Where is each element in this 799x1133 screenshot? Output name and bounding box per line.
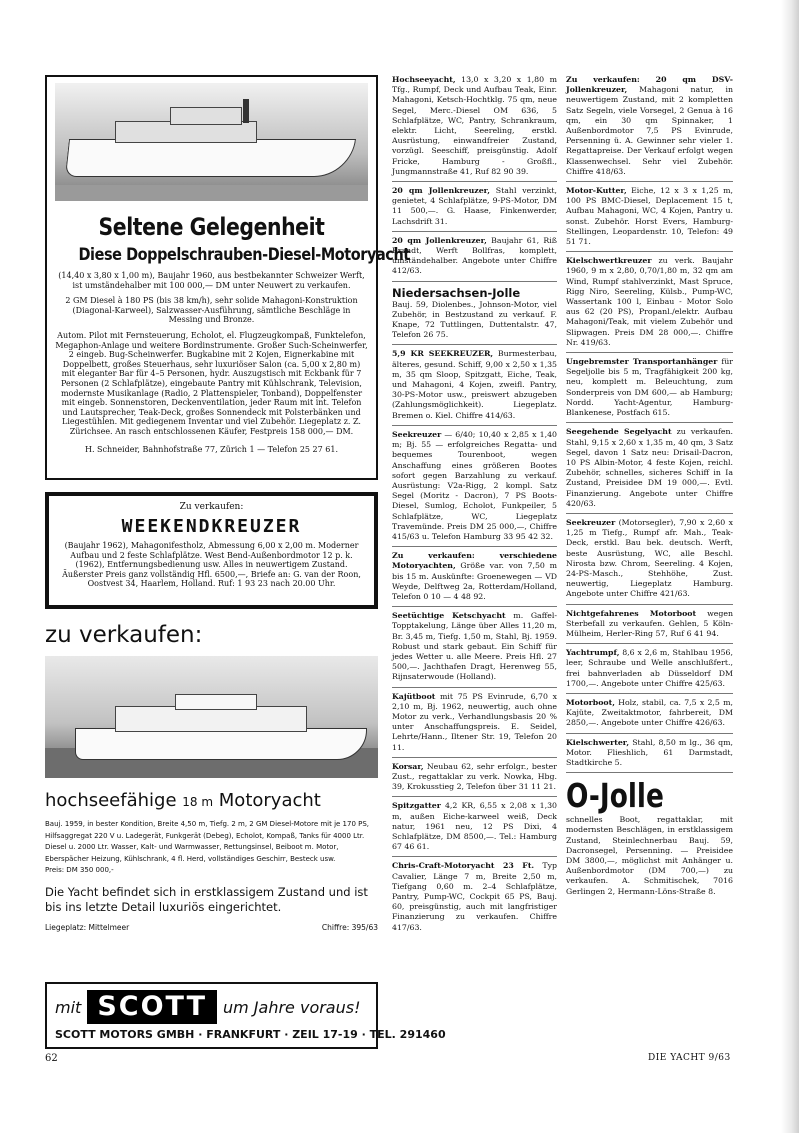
ad-weekendkreuzer bbox=[45, 492, 378, 609]
classified-ad-ojolle bbox=[566, 773, 733, 901]
scott-tagline: um Jahre voraus! bbox=[222, 997, 361, 1017]
classified-ad: Zu verkaufen: 20 qm DSV-Jollenkreuzer, Mahagoni natur, in neuwertigem Zustand, mit 2 kompletten Satz Segeln, viele Vorsegel, 2 Genua à 16 qm, ein 30 qm Spinnaker, 1 Außenbordmotor 7,5 PS Evinrude, Persenning ü. A. Gewinner sehr vieler 1. Regattapreise. Der Verkauf erfolgt wegen Klassenwechsel. Sehr viel Zubehör. Chiffre 418/63. bbox=[566, 75, 733, 182]
classified-ad: Kielschwertkreuzer zu verk. Baujahr 1960, 9 m x 2,80, 0,70/1,80 m, 32 qm am Wind, Rumpf stahlverzinkt, Mast Spruce, Rigg Niro, Seereling, Külsb., Pump-WC, Wassertank 100 l, Einbau - Motor Solo aus 62 (20 PS), Propanl./elektr. Aufbau Mahagoni/Teak, mit vielem Zubehör und Slipwagen. Preis DM 28 000,—. Chiffre Nr. 419/63. bbox=[566, 252, 733, 353]
photo-figure bbox=[243, 99, 249, 123]
subheadline: Diese Doppelschrauben-Diesel-Motoryacht bbox=[78, 245, 410, 265]
zu-verkaufen-heading: zu verkaufen: bbox=[45, 622, 203, 648]
classified-ad: Motor-Kutter, Eiche, 12 x 3 x 1,25 m, 100 PS BMC-Diesel, Deplacement 15 t, Aufbau Mahagoni, WC, 4 Kojen, Pantry u. sonst. Zubehör. Horst Evers, Hamburg-Stellingen, Leopardenstr. 10, Telefon: 49 51 71. bbox=[566, 182, 733, 252]
scott-row bbox=[55, 990, 368, 1024]
ad-intro: Zu verkaufen: bbox=[179, 502, 244, 512]
ad-body: (Baujahr 1962), Mahagonifestholz, Abmessung 6,00 x 2,00 m. Moderner Aufbau und 2 feste Schlafplätze. West Bend-Außenbordmotor 12 p. k. (1962), Entfernungsbedienung usw. Alles in neuwertigem Zustand. Äußerster Preis ganz vollständig Hfl. 6500,—, Briefe an: G. van der Roon, Oostvest 34, Haarlem, Holland. Ruf: 1 93 23 nach 20.00 Uhr. bbox=[62, 541, 361, 589]
classified-ad: Seekreuzer (Motorsegler), 7,90 x 2,60 x 1,25 m Tiefg., Rumpf afr. Mah., Teak-Deck, erstkl. Bau bek. deutsch. Werft, beste Ausrüstung, WC, alle Beschl. Nirosta bzw. Chrom, Seereling. 4 Kojen, 24-PS-Masch., Stehhöhe, Zust. neuwertig, Liegeplatz Hamburg. Angebote unter Chiffre 421/63. bbox=[566, 514, 733, 605]
liegeplatz: Liegeplatz: Mittelmeer bbox=[45, 922, 130, 932]
classified-ad: Chris-Craft-Motoryacht 23 Ft. Typ Cavalier, Länge 7 m, Breite 2,50 m, Tiefgang 0,60 m. 2–4 Schlafplätze, Pantry, Pump-WC, Cockpit 65 PS, Bauj. 60, preisgünstig, auch mit langfristiger Finanzierung zu verkaufen. Chiffre 417/63. bbox=[392, 861, 557, 932]
classified-ad: Seegehende Segelyacht zu verkaufen. Stahl, 9,15 x 2,60 x 1,35 m, 40 qm, 3 Satz Segel, davon 1 Satz neu: Drisail-Dacron, 10 PS Albin-Motor, 4 feste Kojen, reichl. Zubehör, schnelles, sicheres Schiff in Ia Zustand, Preisidee DM 19 000,—. Evtl. Finanzierung. Angebote unter Chiffre 420/63. bbox=[566, 423, 733, 514]
ad-title: WEEKENDKREUZER bbox=[121, 516, 302, 537]
photo-flybridge bbox=[175, 694, 257, 710]
classified-ad: Spitzgatter 4,2 KR, 6,55 x 2,08 x 1,30 m, außen Eiche-karweel weiß, Deck natur, 1961 neu, 12 PS Dixi, 4 Schlafplätze, DM 8500,—. Tel.: Hamburg 67 46 61. bbox=[392, 797, 557, 857]
classified-ad: Nichtgefahrenes Motorboot wegen Sterbefall zu verkaufen. Gehlen, 5 Köln-Mülheim, Herler-Ring 57, Ruf 6 41 94. bbox=[566, 605, 733, 645]
classified-ad: Niedersachsen-Jolle Bauj. 59, Diolenbes., Johnson-Motor, viel Zubehör, in Bestzustand zu verkauf. F. Knape, 72 Tuttlingen, Duttentalstr. 47, Telefon 26 75. bbox=[392, 282, 557, 346]
photo-hull bbox=[65, 139, 356, 177]
ad-paragraph-2: 2 GM Diesel à 180 PS (bis 38 km/h), sehr solide Mahagoni-Konstruktion (Diagonal-Karweel), Salzwasser-Ausführung, sämtliche Beschläge in Messing und Bronze. bbox=[65, 296, 358, 325]
scott-address: SCOTT MOTORS GMBH · FRANKFURT · ZEIL 17-19 · TEL. 291460 bbox=[55, 1028, 446, 1041]
yacht-footer-line bbox=[45, 923, 378, 932]
photo-motoryacht bbox=[55, 83, 368, 201]
yacht-title-a: hochseefähige bbox=[45, 790, 177, 811]
yacht-title-b: 18 m bbox=[182, 795, 214, 809]
ad-hochseefaehige-motoryacht bbox=[45, 622, 378, 932]
classified-ad: Seekreuzer — 6/40; 10,40 x 2,85 x 1,40 m; Bj. 55 — erfolgreiches Regatta- und bequemes Tourenboot, wegen Anschaffung eines größeren Bootes sofort gegen Barzahlung zu verkauf. Ausrüstung: V2a-Rigg, 2 kompl. Satz Segel (Moritz - Dacron), 7 PS Boots-Diesel, Sumlog, Echolot, Funkpeiler, 5 Schlafplätze, WC, Liegeplatz Travemünde. Preis DM 25 000,—, Chiffre 415/63 u. Telefon Hamburg 33 95 42 32. bbox=[392, 426, 557, 547]
photo-water bbox=[55, 185, 368, 201]
photo-wheelhouse bbox=[170, 107, 242, 125]
yacht-price: Preis: DM 350 000,- bbox=[45, 866, 114, 874]
ad-contact: H. Schneider, Bahnhofstraße 77, Zürich 1 — Telefon 25 27 61. bbox=[84, 444, 339, 454]
classified-ad: Zu verkaufen: verschiedene Motoryachten, Größe var. von 7,50 m bis 15 m. Auskünfte: Groenewegen — VD Weyde, Delftweg 2a, Rotterdam/Holland, Telefon 0 10 — 4 48 92. bbox=[392, 547, 557, 607]
yacht-statement: Die Yacht befindet sich in erstklassigem Zustand und ist bis ins letzte Detail luxuriös eingerichtet. bbox=[45, 884, 368, 914]
classified-ad: 20 qm Jollenkreuzer, Stahl verzinkt, genietet, 4 Schlafplätze, 9-PS-Motor, DM 11 500,—. G. Haase, Finkenwerder, Lachsdrift 31. bbox=[392, 182, 557, 232]
yacht-title bbox=[45, 790, 378, 811]
ojolle-text: schnelles Boot, regattaklar, mit modernsten Beschlägen, in erstklassigem Zustand, Steinlechnerbau Bauj. 59, Dacronsegel, Persenning. — Preisidee DM 3800,—, möglichst mit Anhänger u. Außenbordmotor (DM 700,—) zu verkaufen. A. Schmitischek, 7016 Gerlingen 2, Hermann-Löns-Straße 8. bbox=[566, 815, 733, 896]
page-edge-shadow bbox=[781, 0, 799, 1133]
ojolle-title: O-Jolle bbox=[566, 776, 664, 816]
ad-paragraph-3: Autom. Pilot mit Fernsteuerung, Echolot, el. Flugzeugkompaß, Funktelefon, Megaphon-Anlage und weitere Bordinstrumente. Großer Such-Scheinwerfer, 2 eingeb. Bug-Scheinwerfer. Bugkabine mit 2 Kojen, Eignerkabine mit Doppelbett, großes Steuerhaus, sehr luxuriöser Salon (ca. 5,00 x 2,80 m) mit eleganter Bar für 4–5 Personen, hydr. Auszugstisch mit Eckbank für 7 Personen (2 Schlafplätze), eingebaute Pantry mit Kühlschrank, Television, modernste Musikanlage (Radio, 2 Plattenspieler, Tonband), Doppelfenster mit eingeb. Sonnenstoren, Deckenventilation, jeder Raum mit int. Telefon und Lautsprecher, Teak-Deck, großes Sonnendeck mit Polsterbänken und Liegestühlen. Mit gediegenem Inventar und viel Zubehör. Liegeplatz z. Z. Zürichsee. An rasch entschlossenen Käufer, Festpreis 158 000,— DM. bbox=[55, 330, 368, 436]
classifieds-column-3 bbox=[566, 75, 733, 901]
classified-ad: Kielschwerter, Stahl, 8,50 m lg., 36 qm, Motor. Flieshlich, 61 Darmstadt, Stadtkirche 5. bbox=[566, 734, 733, 774]
classified-ad: Yachtrumpf, 8,6 x 2,6 m, Stahlbau 1956, leer, Schraube und Welle anschlußfert., frei bahnverladen ab Düsseldorf DM 1700,—. Angebote unter Chiffre 425/63. bbox=[566, 644, 733, 694]
classified-ad: 20 qm Jollenkreuzer, Baujahr 61, Riß Brandt, Werft Bollfras, komplett, umständehalber. Angebote unter Chiffre 412/63. bbox=[392, 232, 557, 282]
ad-scott-motors bbox=[45, 982, 446, 1049]
page-number: 62 bbox=[45, 1053, 58, 1064]
classified-ad: Seetüchtige Ketschyacht m. Gaffel-Topptakelung, Länge über Alles 11,20 m, Br. 3,45 m, Tiefg. 1,50 m, Stahl, Bj. 1959. Robust und stark gebaut. Ein Schiff für jedes Wetter u. alle Meere. Preis Hfl. 27 500,—. Jachthafen Dragt, Herenweg 55, Rijnsaterwoude (Holland). bbox=[392, 607, 557, 687]
classified-ad: Motorboot, Holz, stabil, ca. 7,5 x 2,5 m, Kajüte, Zweitaktmotor, fahrbereit, DM 2850,—. Angebote unter Chiffre 426/63. bbox=[566, 694, 733, 734]
scott-logo: SCOTT bbox=[87, 990, 217, 1024]
classified-ad: Hochseeyacht, 13,0 x 3,20 x 1,80 m Tfg., Rumpf, Deck und Aufbau Teak, Einr. Mahagoni, Ketsch-Hochtklg. 75 qm, neue Segel, Merc.-Diesel OM 636, 5 Schlafplätze, WC, Pantry, Schrankraum, elektr. Licht, Seereling, erstkl. Ausrüstung, einwandfreier Zustand, vorzügl. Seeschiff, preisgünstig. Adolf Fricke, Hamburg - Großfl., Jungmannstraße 41, Ruf 82 90 39. bbox=[392, 75, 557, 182]
magazine-folio: DIE YACHT 9/63 bbox=[648, 1053, 731, 1063]
photo-hull bbox=[75, 728, 367, 760]
ad-paragraph-1: (14,40 x 3,80 x 1,00 m), Baujahr 1960, aus bestbekannter Schweizer Werft, ist umständehalber mit 100 000,— DM unter Neuwert zu verkaufen. bbox=[58, 271, 365, 290]
classified-ad: Kajütboot mit 75 PS Evinrude, 6,70 x 2,10 m, Bj. 1962, neuwertig, auch ohne Motor zu verk., Verhandlungsbasis 20 % unter Anschaffungspreis. E. Seidel, Lehrte/Hann., Iltener Str. 19, Telefon 20 11. bbox=[392, 688, 557, 758]
classified-ad: Ungebremster Transportanhänger für Segeljolle bis 5 m, Tragfähigkeit 200 kg, neu, komplett m. Beleuchtung, zum Sonderpreis von DM 600,— ab Hamburg; Nordd. Yacht-Agentur, Hamburg-Blankenese, Postfach 615. bbox=[566, 353, 733, 423]
photo-18m-motoryacht bbox=[45, 656, 378, 778]
classified-ad: 5,9 KR SEEKREUZER, Burmesterbau, älteres, gesund. Schiff, 9,00 x 2,50 x 1,35 m, 35 qm Sloop, Spitzgatt, Eiche, Teak, und Mahagoni, 4 Kojen, zweifl. Pantry, 30-PS-Motor usw., preiswert abzugeben (Zahlungsmöglichkeit). Liegeplatz. Bremen o. Kiel. Chiffre 414/63. bbox=[392, 345, 557, 425]
chiffre: Chiffre: 395/63 bbox=[321, 922, 378, 932]
yacht-title-c: Motoryacht bbox=[218, 790, 321, 811]
scott-mit: mit bbox=[55, 997, 82, 1017]
classifieds-column-2 bbox=[392, 75, 557, 937]
yacht-specs: Bauj. 1959, in bester Kondition, Breite 4,50 m, Tiefg. 2 m, 2 GM Diesel-Motore mit je 170 PS, Hilfsaggregat 220 V u. Ladegerät, Funkgerät (Debeg), Echolot, Kompaß, Tanks für 4000 Ltr. Diesel u. 2000 Ltr. Wasser, Kalt- und Warmwasser, Rettungsinsel, Beiboot m. Motor, Eberspächer Heizung, Kühlschrank, 4 fl. Herd, vollständiges Geschirr, Besteck usw. bbox=[45, 820, 370, 863]
headline: Seltene Gelegenheit bbox=[98, 213, 325, 241]
ad-doppelschrauben-yacht bbox=[45, 75, 410, 480]
classified-ad: Korsar, Neubau 62, sehr erfolgr., bester Zust., regattaklar zu verk. Nowka, Hbg. 39, Krokusstieg 2, Telefon über 31 11 21. bbox=[392, 758, 557, 798]
